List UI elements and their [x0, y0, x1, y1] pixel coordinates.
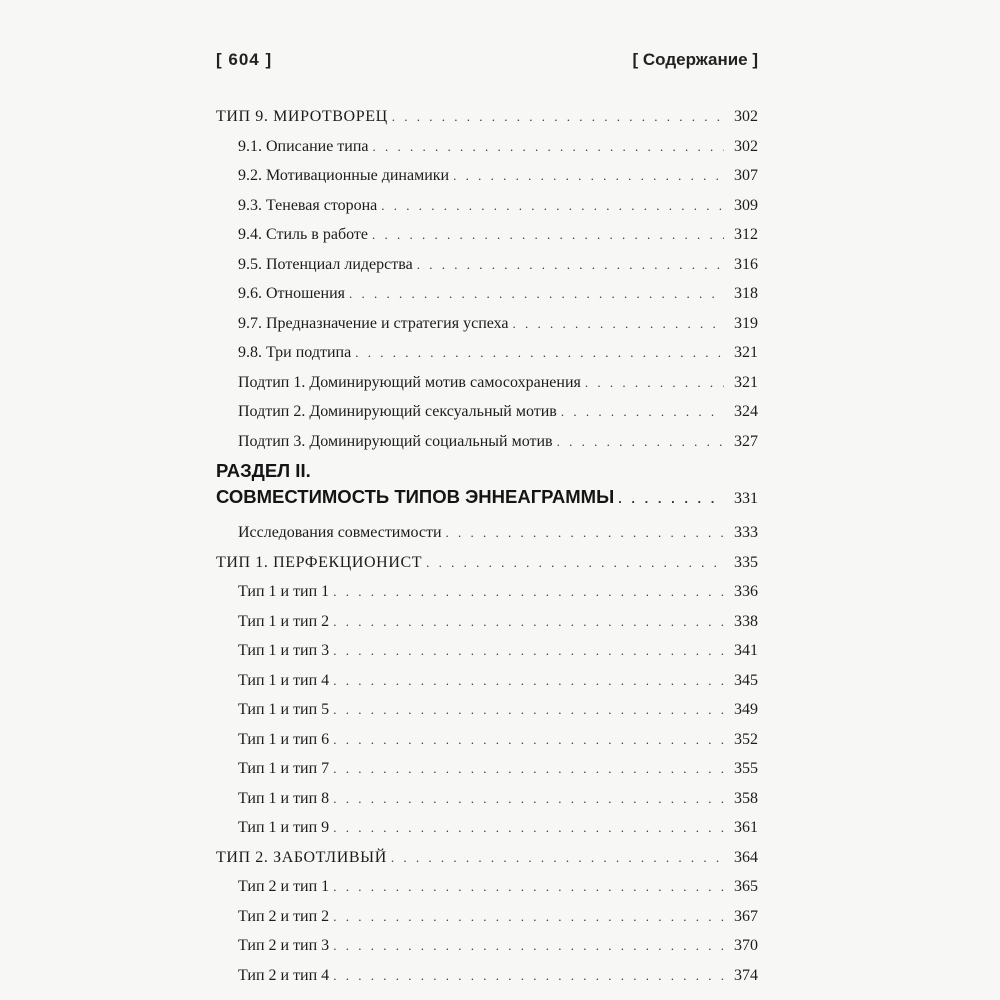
dot-leader — [333, 754, 724, 784]
dot-leader — [561, 397, 724, 427]
toc-entry-title: ТИП 1. ПЕРФЕКЦИОНИСТ — [216, 553, 423, 571]
toc-entry-row[interactable] — [216, 397, 758, 427]
dot-leader — [392, 102, 724, 132]
toc-entry-row[interactable] — [216, 309, 758, 339]
toc-entry-title: 9.7. Предназначение и стратегия успеха — [238, 314, 509, 332]
toc-entry-page: 324 — [734, 403, 758, 420]
toc-entry-row[interactable] — [216, 666, 758, 696]
toc-entry-title: Подтип 3. Доминирующий социальный мотив — [238, 432, 553, 450]
toc-entry-title: Тип 2 и тип 1 — [238, 878, 330, 895]
toc-entry-title: 9.1. Описание типа — [238, 137, 369, 155]
toc-entry-row[interactable] — [216, 427, 758, 457]
dot-leader — [446, 518, 724, 548]
toc-entry-title: Тип 1 и тип 1 — [238, 583, 330, 600]
toc-part-1 — [216, 102, 758, 456]
toc-entry-row[interactable] — [216, 607, 758, 637]
toc-entry-page: 333 — [734, 524, 758, 541]
toc-entry-title: Подтип 2. Доминирующий сексуальный мотив — [238, 403, 557, 420]
toc-entry-page: 364 — [734, 848, 758, 866]
toc-entry-page: 318 — [734, 285, 758, 302]
toc-entry-page: 316 — [734, 255, 758, 273]
toc-entry-row[interactable] — [216, 636, 758, 666]
dot-leader — [333, 813, 724, 843]
toc-entry-row[interactable] — [216, 250, 758, 280]
toc-entry-row[interactable] — [216, 961, 758, 991]
toc-entry-row[interactable] — [216, 902, 758, 932]
toc-entry-row[interactable] — [216, 220, 758, 250]
toc-entry-row[interactable] — [216, 338, 758, 368]
toc-entry-title: 9.5. Потенциал лидерства — [238, 255, 413, 273]
dot-leader — [373, 132, 724, 162]
toc-entry-row[interactable] — [216, 872, 758, 902]
running-title: [ Содержание ] — [632, 50, 758, 69]
toc-entry-page: 341 — [734, 642, 758, 659]
toc-entry-row[interactable] — [216, 784, 758, 814]
toc-entry-row[interactable] — [216, 725, 758, 755]
toc-entry-page: 338 — [734, 612, 758, 630]
toc-entry-page: 352 — [734, 730, 758, 748]
toc-entry-page: 309 — [734, 196, 758, 214]
toc-entry-title: Тип 1 и тип 8 — [238, 789, 330, 807]
toc-entry-row[interactable] — [216, 577, 758, 607]
toc-entry-row[interactable] — [216, 132, 758, 162]
page-header — [216, 50, 758, 70]
toc-entry-title: 9.4. Стиль в работе — [238, 226, 368, 243]
dot-leader — [333, 725, 724, 755]
toc-entry-title: ТИП 9. МИРОТВОРЕЦ — [216, 108, 388, 125]
section-page: 331 — [734, 490, 758, 507]
dot-leader — [355, 338, 724, 368]
table-of-contents — [216, 102, 758, 990]
dot-leader — [417, 250, 724, 280]
dot-leader — [557, 427, 724, 457]
dot-leader — [349, 279, 724, 309]
toc-entry-row[interactable] — [216, 695, 758, 725]
toc-entry-page: 302 — [734, 137, 758, 155]
section-heading — [216, 458, 758, 510]
dot-leader — [333, 931, 724, 961]
toc-entry-page: 312 — [734, 226, 758, 243]
toc-entry-row[interactable] — [216, 191, 758, 221]
dot-leader — [333, 607, 724, 637]
dot-leader — [585, 368, 724, 398]
toc-entry-row[interactable] — [216, 279, 758, 309]
toc-entry-title: 9.3. Теневая сторона — [238, 196, 378, 214]
toc-entry-page: 374 — [734, 966, 758, 984]
toc-entry-title: 9.8. Три подтипа — [238, 344, 352, 361]
toc-entry-row[interactable] — [216, 813, 758, 843]
toc-entry-row[interactable] — [216, 931, 758, 961]
toc-entry-page: 358 — [734, 789, 758, 807]
dot-leader — [333, 784, 724, 814]
dot-leader — [333, 666, 724, 696]
section-number: РАЗДЕЛ II. — [216, 460, 311, 481]
dot-leader — [391, 843, 724, 873]
toc-entry-page: 336 — [734, 583, 758, 600]
toc-entry-title: Тип 1 и тип 9 — [238, 819, 330, 836]
dot-leader — [333, 961, 724, 991]
toc-part-2 — [216, 518, 758, 990]
toc-chapter-row[interactable] — [216, 548, 758, 578]
page-number: [ 604 ] — [216, 50, 273, 69]
toc-entry-title: Тип 1 и тип 3 — [238, 642, 330, 659]
toc-entry-row[interactable] — [216, 518, 758, 548]
toc-entry-row[interactable] — [216, 368, 758, 398]
dot-leader — [372, 220, 724, 250]
toc-chapter-row[interactable] — [216, 102, 758, 132]
toc-entry-title: Тип 1 и тип 6 — [238, 730, 330, 748]
toc-entry-page: 319 — [734, 314, 758, 332]
toc-entry-page: 321 — [734, 373, 758, 391]
toc-entry-page: 367 — [734, 907, 758, 925]
toc-entry-page: 355 — [734, 760, 758, 777]
toc-entry-page: 370 — [734, 937, 758, 954]
dot-leader — [426, 548, 724, 578]
toc-entry-title: Тип 2 и тип 3 — [238, 937, 330, 954]
dot-leader — [333, 695, 724, 725]
toc-entry-title: Тип 2 и тип 4 — [238, 966, 330, 984]
toc-entry-title: Тип 2 и тип 2 — [238, 907, 330, 925]
dot-leader — [333, 577, 724, 607]
toc-chapter-row[interactable] — [216, 843, 758, 873]
section-title: СОВМЕСТИМОСТЬ ТИПОВ ЭННЕАГРАММЫ — [216, 486, 615, 507]
dot-leader — [381, 191, 724, 221]
dot-leader — [453, 161, 724, 191]
toc-entry-page: 302 — [734, 108, 758, 125]
section-title-row[interactable] — [216, 484, 758, 510]
dot-leader — [333, 636, 724, 666]
toc-entry-page: 349 — [734, 701, 758, 718]
toc-entry-title: Тип 1 и тип 4 — [238, 671, 330, 689]
toc-entry-page: 335 — [734, 553, 758, 571]
toc-entry-page: 345 — [734, 671, 758, 689]
toc-entry-page: 365 — [734, 878, 758, 895]
toc-entry-page: 321 — [734, 344, 758, 361]
dot-leader — [513, 309, 724, 339]
toc-entry-title: Тип 1 и тип 5 — [238, 701, 330, 718]
toc-entry-title: 9.2. Мотивационные динамики — [238, 167, 450, 184]
dot-leader — [333, 872, 724, 902]
toc-entry-page: 361 — [734, 819, 758, 836]
toc-entry-title: Подтип 1. Доминирующий мотив самосохранения — [238, 373, 581, 391]
toc-entry-title: Тип 1 и тип 7 — [238, 760, 330, 777]
toc-entry-page: 327 — [734, 432, 758, 450]
toc-entry-title: ТИП 2. ЗАБОТЛИВЫЙ — [216, 848, 387, 866]
toc-entry-title: Тип 1 и тип 2 — [238, 612, 330, 630]
toc-entry-title: Исследования совместимости — [238, 524, 442, 541]
dot-leader — [618, 486, 724, 512]
dot-leader — [333, 902, 724, 932]
toc-entry-row[interactable] — [216, 161, 758, 191]
toc-entry-page: 307 — [734, 167, 758, 184]
toc-entry-title: 9.6. Отношения — [238, 285, 346, 302]
toc-entry-row[interactable] — [216, 754, 758, 784]
